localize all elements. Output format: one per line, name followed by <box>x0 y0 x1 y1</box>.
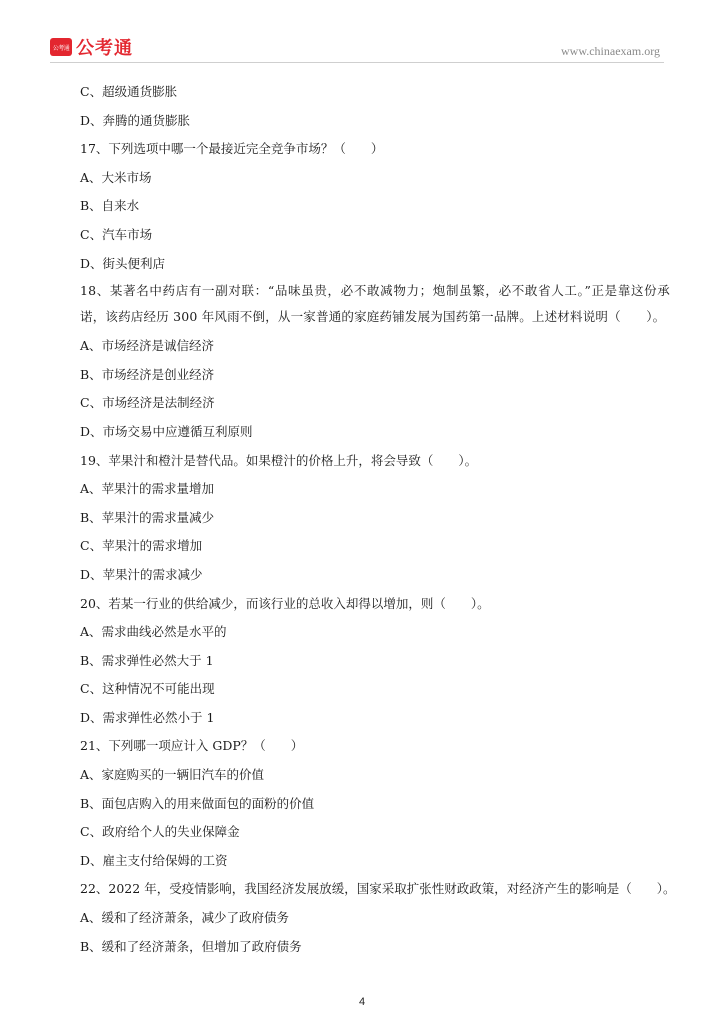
question-18: 18、某著名中药店有一副对联：“品味虽贵，必不敢减物力；炮制虽繁，必不敢省人工。”正是靠这份承诺，该药店经历 300 年风雨不倒，从一家普通的家庭药铺发展为国药第一品牌。上述材料说明（ ）。 <box>80 283 670 325</box>
question-21: 21、下列哪一项应计入 GDP？（ ） <box>80 738 304 754</box>
option-22b: B、缓和了经济萧条，但增加了政府债务 <box>80 938 302 954</box>
option-16c: C、超级通货膨胀 <box>80 84 178 99</box>
option-20c: C、这种情况不可能出现 <box>80 681 215 697</box>
option-21a: A、家庭购买的一辆旧汽车的价值 <box>80 767 265 783</box>
logo-icon: 公考通 <box>50 38 72 56</box>
option-19d: D、苹果汁的需求减少 <box>80 566 203 582</box>
option-21c: C、政府给个人的失业保障金 <box>80 824 240 840</box>
option-18d: D、市场交易中应遵循互利原则 <box>80 423 253 439</box>
option-17a: A、大米市场 <box>80 169 152 185</box>
option-19b: B、苹果汁的需求量减少 <box>80 509 215 525</box>
option-20b: B、需求弹性必然大于 1 <box>80 652 214 668</box>
option-21b: B、面包店购入的用来做面包的面粉的价值 <box>80 795 315 811</box>
document-body <box>80 78 676 961</box>
question-19: 19、苹果汁和橙汁是替代品。如果橙汁的价格上升，将会导致（ ）。 <box>80 452 478 468</box>
question-20: 20、若某一行业的供给减少，而该行业的总收入却得以增加，则（ ）。 <box>80 595 490 611</box>
option-21d: D、雇主支付给保姆的工资 <box>80 852 228 868</box>
option-22a: A、缓和了经济萧条，减少了政府债务 <box>80 910 290 926</box>
option-20d: D、需求弹性必然小于 1 <box>80 709 215 725</box>
site-url[interactable]: www.chinaexam.org <box>561 44 660 58</box>
option-17d: D、街头便利店 <box>80 255 166 271</box>
option-18b: B、市场经济是创业经济 <box>80 366 215 382</box>
option-20a: A、需求曲线必然是水平的 <box>80 624 227 640</box>
logo[interactable] <box>50 34 133 60</box>
option-18a: A、市场经济是诚信经济 <box>80 338 215 354</box>
page-number: 4 <box>358 996 366 1008</box>
question-18-block <box>80 278 670 330</box>
option-17c: C、汽车市场 <box>80 226 153 242</box>
option-16d: D、奔腾的通货膨胀 <box>80 112 191 128</box>
option-19c: C、苹果汁的需求增加 <box>80 538 203 554</box>
question-17: 17、下列选项中哪一个最接近完全竞争市场？（ ） <box>80 141 384 157</box>
option-18c: C、市场经济是法制经济 <box>80 395 215 411</box>
option-17b: B、自来水 <box>80 198 140 214</box>
page-header <box>0 0 724 66</box>
question-22: 22、2022 年，受疫情影响，我国经济发展放缓，国家采取扩张性财政政策，对经济产生的影响是（ ）。 <box>80 881 676 897</box>
option-19a: A、苹果汁的需求量增加 <box>80 481 215 497</box>
logo-text: 公考通 <box>76 38 133 59</box>
header-divider <box>50 62 664 63</box>
